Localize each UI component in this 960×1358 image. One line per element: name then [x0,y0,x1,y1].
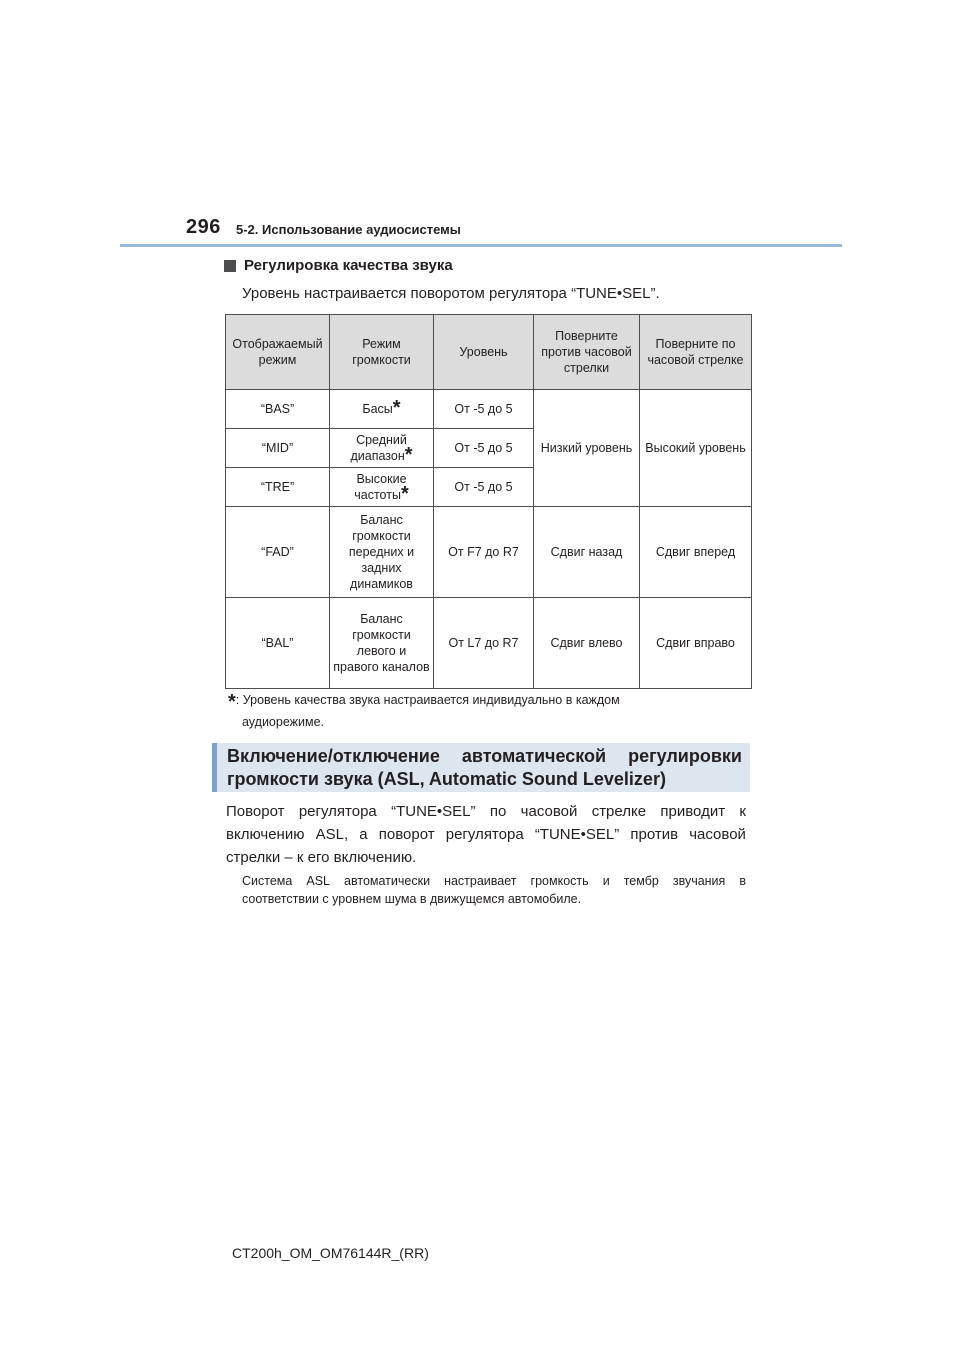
asterisk-mark: * [400,483,409,505]
asterisk-mark: * [392,397,401,419]
square-bullet-icon [224,260,236,272]
table-row [226,390,752,429]
page-number: 296 [186,216,221,238]
note-word: в [739,874,746,888]
note-word: автоматически [344,874,431,888]
asl-heading-line-1 [227,745,742,768]
cw-cell: Сдвиг вперед [640,507,752,598]
table-header-row [226,315,752,390]
volume-mode-cell [330,429,434,468]
body-word: “TUNE•SEL” [391,803,476,820]
volume-mode-cell [330,390,434,429]
level-cell: От -5 до 5 [434,390,534,429]
footnote-line-1: : Уровень качества звука настраивается индивидуально в каждом [235,693,620,707]
sound-quality-heading-text: Регулировка качества звука [244,257,453,274]
heading-word: автоматической [461,746,607,766]
ccw-cell: Сдвиг влево [534,598,640,689]
table-header-cell: Уровень [434,315,534,390]
note-word: ASL [306,874,331,888]
table-header-cell: Режим громкости [330,315,434,390]
mode-cell: “BAL” [226,598,330,689]
asl-heading [212,743,750,792]
cw-cell: Сдвиг вправо [640,598,752,689]
body-word: против [630,826,679,843]
level-cell: От L7 до R7 [434,598,534,689]
section-label: 5-2. Использование аудиосистемы [236,222,461,237]
note-line-2: соответствии с уровнем шума в движущемся автомобиле. [242,892,582,906]
body-word: Поворот [226,803,285,820]
note-word: и [602,874,610,888]
table-header-cell: Поверните по часовой стрелке [640,315,752,390]
asterisk-mark: * [404,444,413,466]
sound-quality-heading [224,257,453,274]
volume-mode-text: Средний диапазон [350,433,407,463]
body-word: включению [226,826,305,843]
body-line-2 [226,823,746,846]
level-cell: От F7 до R7 [434,507,534,598]
body-word: “TUNE•SEL” [534,826,620,843]
asl-body [226,800,746,869]
note-line-1 [242,872,746,890]
sound-settings-table [225,314,752,689]
note-word: громкость [530,874,589,888]
body-word: приводит [660,803,726,820]
sound-quality-intro: Уровень настраивается поворотом регулятора “TUNE•SEL”. [242,285,660,302]
heading-word: Включение/отключение [227,746,440,766]
body-word: по [489,803,507,820]
volume-mode-cell: Баланс громкости левого и правого каналов [330,598,434,689]
body-word: регулятора [445,826,524,843]
asl-note [242,872,746,908]
header-rule [120,244,842,247]
level-cell: От -5 до 5 [434,468,534,507]
table-row [226,507,752,598]
mode-cell: “TRE” [226,468,330,507]
volume-mode-cell: Баланс громкости передних и задних динамиков [330,507,434,598]
heading-word: регулировки [628,746,742,766]
body-line-3: стрелки – к его включению. [226,849,417,866]
cw-merged-cell: Высокий уровень [640,390,752,507]
body-word: к [739,803,746,820]
note-word: настраивает [444,874,517,888]
note-word: Система [242,874,293,888]
body-word: часовой [520,803,578,820]
table-header-cell: Отображаемый режим [226,315,330,390]
table-row [226,598,752,689]
body-word: регулятора [298,803,377,820]
volume-mode-cell [330,468,434,507]
body-word: ASL, [315,826,349,843]
note-word: звучания [672,874,726,888]
footnote-line-2: аудиорежиме. [242,715,325,729]
mode-cell: “MID” [226,429,330,468]
ccw-cell: Сдвиг назад [534,507,640,598]
mode-cell: “FAD” [226,507,330,598]
document-code: CT200h_OM_OM76144R_(RR) [232,1245,429,1261]
level-cell: От -5 до 5 [434,429,534,468]
ccw-merged-cell: Низкий уровень [534,390,640,507]
body-word: а [359,826,368,843]
body-line-1 [226,800,746,823]
footnote-asterisk: * [228,691,236,713]
body-word: часовой [689,826,746,843]
note-word: тембр [623,874,659,888]
asl-heading-line-2: громкости звука (ASL, Automatic Sound Levelizer) [227,769,666,789]
body-word: поворот [378,826,435,843]
volume-mode-text: Высокие частоты [354,472,407,502]
mode-cell: “BAS” [226,390,330,429]
table-header-cell: Поверните против часовой стрелки [534,315,640,390]
volume-mode-text: Басы [362,402,393,416]
body-word: стрелке [591,803,647,820]
table-footnote [228,690,746,732]
